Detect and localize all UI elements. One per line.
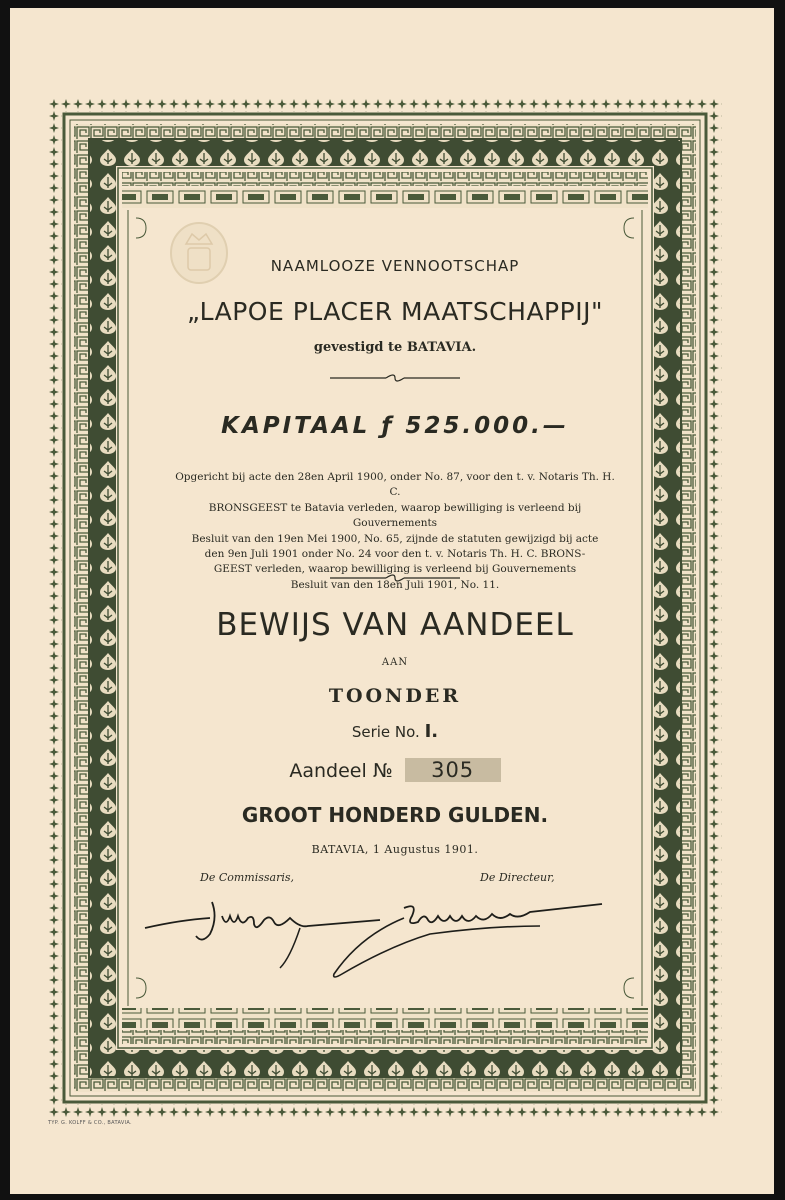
issue-date [160,843,630,856]
embossed-seal-icon [168,220,230,286]
company-type: NAAMLOOZE VENNOOTSCHAP [270,257,520,275]
series [160,721,630,742]
bearer-label: TOONDER [328,685,462,707]
divider-flourish-icon [328,373,462,383]
issue-place: BATAVIA, [311,843,369,856]
share-label: Aandeel [289,760,367,782]
share-number: 305 [405,758,501,782]
seat-city: BATAVIA. [406,340,477,355]
directeur-label: De Directeur, [480,871,555,884]
seat-prefix: gevestigd te [313,340,403,355]
legal-line: den 9en Juli 1901 onder No. 24 voor den t. v. Notaris Th. H. C. BRONS- [204,548,586,561]
issue-date-value: 1 Augustus 1901. [372,843,479,856]
to-label: AAN [381,657,409,668]
certificate-title: BEWIJS VAN AANDEEL [216,607,574,643]
commissaris-label: De Commissaris, [200,871,295,884]
capital-amount: KAPITAAL ƒ 525.000.— [221,413,569,439]
legal-line: BRONSGEEST te Batavia verleden, waarop bewilliging is verleend bij Gouvernements [208,501,582,530]
share-amount: GROOT HONDERD GULDEN. [241,803,549,827]
printer-imprint: TYP. G. KOLFF & CO., BATAVIA. [48,1120,132,1126]
divider-flourish-icon [328,573,462,583]
legal-line: Besluit van den 18en Juli 1901, No. 11. [290,578,500,591]
legal-line: GEEST verleden, waarop bewilliging is verleend bij Gouvernements [213,563,577,576]
series-number: I. [424,721,439,742]
number-sign: № [372,760,393,782]
company-seat [160,340,630,355]
series-label: Serie No. [351,723,420,741]
legal-line: Opgericht bij acte den 28en April 1900, onder No. 87, voor den t. v. Notaris Th. H. C. [175,471,615,499]
company-name: „LAPOE PLACER MAATSCHAPPIJ" [187,297,603,326]
legal-line: Besluit van den 19en Mei 1900, No. 65, zijnde de statuten gewijzigd bij acte [191,532,599,545]
signature-directeur [320,896,610,986]
share-number-line [160,758,630,782]
